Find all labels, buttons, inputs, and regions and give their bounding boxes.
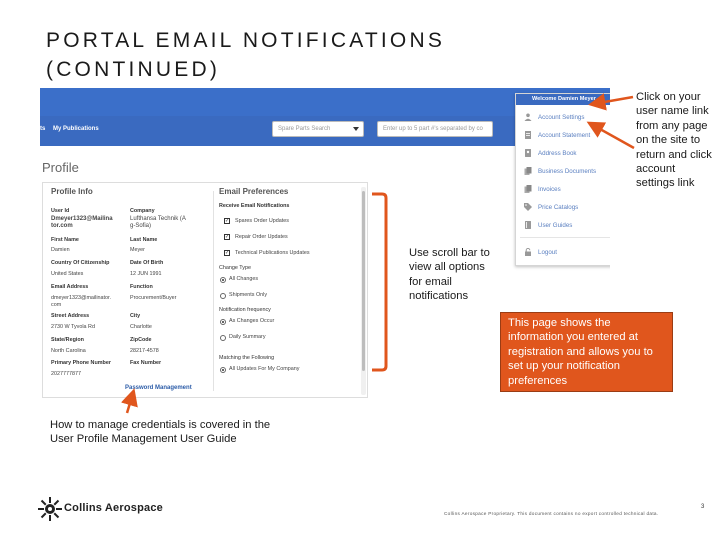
spares-order-label: Spares Order Updates	[235, 218, 289, 224]
nav-link-my-publications[interactable]: My Publications	[53, 126, 99, 132]
scroll-note: Use scroll bar to view all options for email notifications	[409, 247, 490, 303]
change-type-label: Change Type	[219, 265, 251, 271]
fax-label: Fax Number	[130, 360, 162, 366]
proprietary-disclaimer: Collins Aerospace Proprietary. This document contains no export controlled technical data.	[444, 511, 659, 516]
all-changes-label: All Changes	[229, 276, 259, 282]
part-number-search-placeholder: Enter up to 5 part #'s separated by co	[383, 126, 483, 132]
email-label: Email Address	[51, 284, 89, 290]
shipments-only-label: Shipments Only	[229, 292, 268, 298]
menu-label-invoices: Invoices	[538, 186, 561, 193]
spare-parts-search-placeholder: Spare Parts Search	[278, 126, 331, 132]
user-id-label: User Id	[51, 208, 70, 214]
profile-info-title: Profile Info	[51, 187, 93, 196]
company-logo-text: Collins Aerospace	[64, 502, 163, 514]
last-name-label: Last Name	[130, 237, 158, 243]
company-value-line1: Lufthansa Technik (A	[130, 216, 186, 222]
repair-order-checkbox[interactable]: ✓	[225, 234, 230, 240]
menu-label-account-settings: Account Settings	[538, 114, 585, 121]
all-updates-label: All Updates For My Company	[229, 366, 300, 372]
zip-label: ZipCode	[130, 337, 152, 343]
collins-aerospace-logo-icon	[38, 497, 62, 521]
page-description-callout: This page shows the information you entered at registration and allows you to set up your notification preferences	[500, 312, 673, 392]
credentials-note: How to manage credentials is covered in the User Profile Management User Guide	[50, 419, 271, 446]
phone-label: Primary Phone Number	[51, 360, 111, 366]
first-name-value: Damien	[51, 247, 70, 253]
frequency-label: Notification frequency	[219, 307, 271, 313]
account-settings-note: Click on your user name link from any page on the site to return and click account settings link	[636, 91, 712, 190]
city-value: Charlotte	[130, 324, 152, 330]
function-label: Function	[130, 284, 153, 290]
company-value-line2: g-Sofia)	[130, 223, 152, 229]
spares-order-checkbox[interactable]: ✓	[225, 218, 230, 224]
matching-label: Matching the Following	[219, 355, 275, 361]
scroll-bracket	[372, 194, 386, 370]
company-label: Company	[130, 208, 155, 214]
dob-value: 12 JUN 1991	[130, 271, 162, 277]
menu-label-business-documents: Business Documents	[538, 168, 597, 175]
menu-label-account-statement: Account Statement	[538, 132, 591, 139]
welcome-user-text: Welcome Damien Meyer	[532, 96, 596, 102]
slide-title-line1: PORTAL EMAIL NOTIFICATIONS	[46, 29, 446, 52]
function-value: Procurement/Buyer	[130, 295, 177, 301]
tech-publications-checkbox[interactable]: ✓	[225, 250, 230, 256]
state-value: North Carolina	[51, 348, 86, 354]
state-label: State/Region	[51, 337, 84, 343]
password-management-link[interactable]: Password Management	[125, 385, 192, 391]
as-changes-occur-label: As Changes Occur	[229, 318, 275, 324]
menu-label-logout: Logout	[538, 249, 557, 256]
email-value-line2: com	[51, 302, 62, 308]
menu-label-price-catalogs: Price Catalogs	[538, 204, 579, 211]
street-label: Street Address	[51, 313, 90, 319]
user-id-value-line1: Dmeyer1323@Mailina	[51, 216, 113, 222]
email-value-line1: dmeyer1323@mailinator.	[51, 295, 112, 301]
phone-value: 2027777877	[51, 371, 81, 377]
daily-summary-label: Daily Summary	[229, 334, 266, 340]
nav-link-partial[interactable]: ts	[40, 126, 46, 132]
menu-label-user-guides: User Guides	[538, 222, 573, 229]
slide-title-line2: (CONTINUED)	[46, 58, 221, 81]
citizenship-value: United States	[51, 271, 84, 277]
arrow-to-username	[593, 97, 633, 104]
receive-notifications-label: Receive Email Notifications	[219, 203, 290, 209]
arrow-to-password-management	[127, 393, 133, 413]
user-id-value-line2: tor.com	[51, 223, 73, 229]
email-preferences-title: Email Preferences	[219, 187, 289, 196]
profile-heading: Profile	[42, 160, 79, 175]
tech-publications-label: Technical Publications Updates	[235, 250, 310, 256]
first-name-label: First Name	[51, 237, 79, 243]
city-label: City	[130, 313, 141, 319]
zip-value: 28217-4578	[130, 348, 159, 354]
arrow-to-account-settings	[591, 124, 634, 148]
menu-label-address-book: Address Book	[538, 150, 577, 157]
citizenship-label: Country Of Citizenship	[51, 260, 110, 266]
street-value: 2730 W Tyvola Rd	[51, 324, 95, 330]
repair-order-label: Repair Order Updates	[235, 234, 288, 240]
last-name-value: Meyer	[130, 247, 145, 253]
page-number: 3	[701, 504, 705, 510]
dob-label: Date Of Birth	[130, 260, 164, 266]
